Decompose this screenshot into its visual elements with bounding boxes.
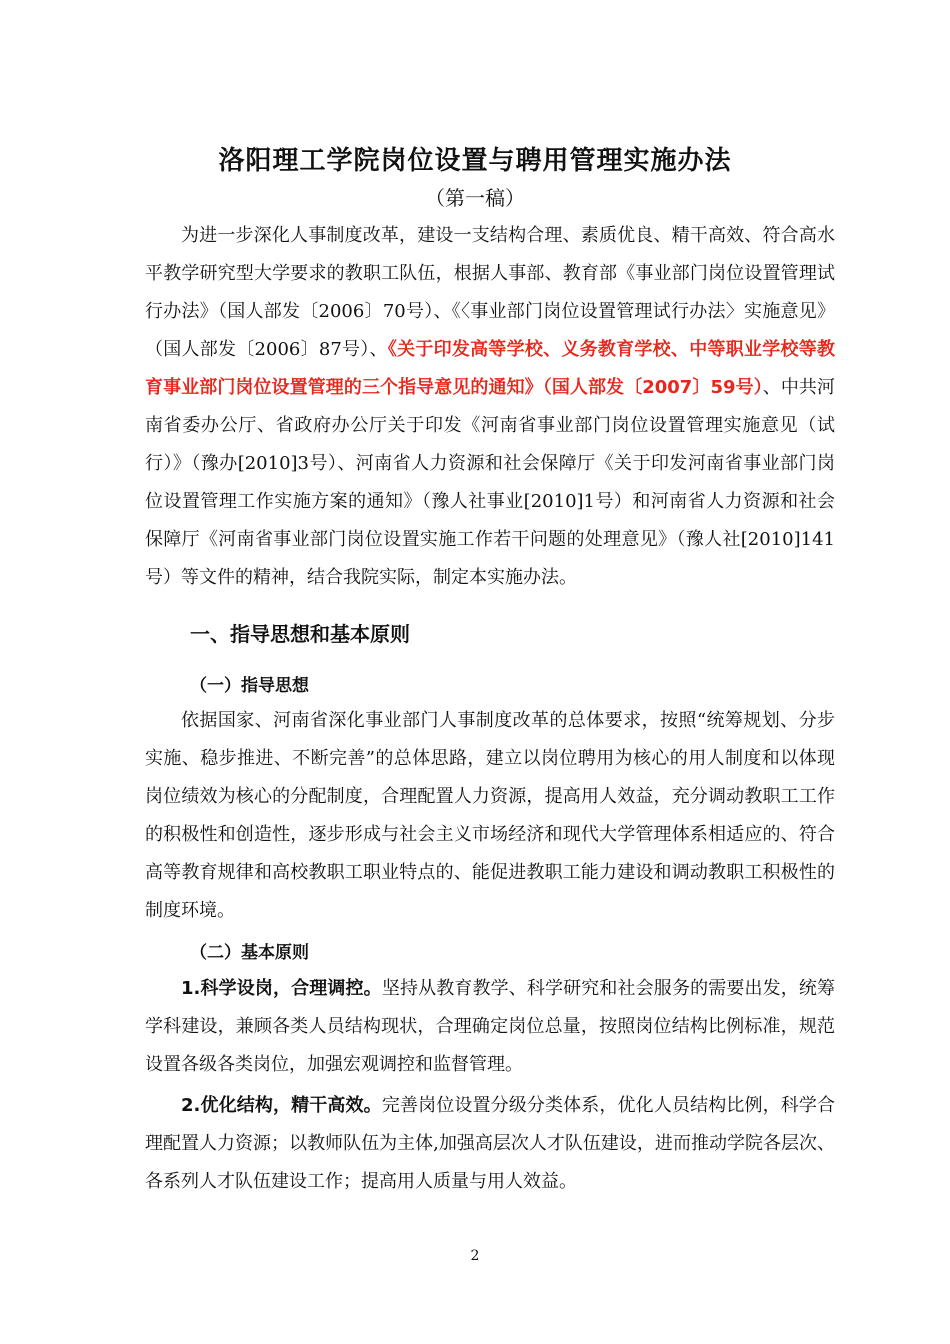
principle-item-2 [145, 1087, 835, 1201]
intro-paragraph [145, 217, 835, 597]
intro-text-part2: 、中共河南省委办公厅、省政府办公厅关于印发《河南省事业部门岗位设置管理实施意见（试行）》（豫办[2010]3号）、河南省人力资源和社会保障厅《关于印发河南省事业部门岗位设置管理工作实施方案的通知》（豫人社事业[2010]1号）和河南省人力资源和社会保障厅《河南省事业部门岗位设置实施工作若干问题的处理意见》（豫人社[2010]141号）等文件的精神，结合我院实际，制定本实施办法。 [145, 377, 835, 588]
subsection-heading-guiding-thought: （一）指导思想 [190, 676, 309, 696]
principle-item-2-title: 2.优化结构，精干高效。 [181, 1095, 382, 1116]
subsection-heading-basic-principles: （二）基本原则 [190, 943, 309, 963]
principle-item-1-text: 坚持从教育教学、科学研究和社会服务的需要出发，统筹学科建设，兼顾各类人员结构现状，合理确定岗位总量，按照岗位结构比例标准，规范设置各级各类岗位，加强宏观调控和监督管理。 [145, 978, 835, 1075]
document-subtitle: （第一稿） [425, 186, 525, 210]
principle-item-2-text: 完善岗位设置分级分类体系，优化人员结构比例，科学合理配置人力资源；以教师队伍为主体,加强高层次人才队伍建设，进而推动学院各层次、各系列人才队伍建设工作；提高用人质量与用人效益。 [145, 1095, 835, 1192]
guiding-thought-paragraph: 依据国家、河南省深化事业部门人事制度改革的总体要求，按照“统筹规划、分步实施、稳步推进、不断完善”的总体思路，建立以岗位聘用为核心的用人制度和以体现岗位绩效为核心的分配制度，合理配置人力资源，提高用人效益，充分调动教职工工作的积极性和创造性，逐步形成与社会主义市场经济和现代大学管理体系相适应的、符合高等教育规律和高校教职工职业特点的、能促进教职工能力建设和调动教职工积极性的制度环境。 [145, 710, 835, 921]
section-heading: 一、指导思想和基本原则 [190, 622, 410, 646]
document-title: 洛阳理工学院岗位设置与聘用管理实施办法 [218, 146, 732, 176]
intro-text-part1: 为进一步深化人事制度改革，建设一支结构合理、素质优良、精干高效、符合高水平教学研究型大学要求的教职工队伍，根据人事部、教育部《事业部门岗位设置管理试行办法》（国人部发〔2006〕70号）、《〈事业部门岗位设置管理试行办法〉实施意见》（国人部发〔2006〕87号）、 [145, 225, 835, 360]
intro-red-citation: 《关于印发高等学校、义务教育学校、中等职业学校等教育事业部门岗位设置管理的三个指导意见的通知》（国人部发〔2007〕59号） [145, 339, 835, 398]
principle-item-1 [145, 970, 835, 1084]
page-number: 2 [470, 1248, 480, 1264]
principle-item-1-title: 1.科学设岗，合理调控。 [181, 978, 382, 999]
